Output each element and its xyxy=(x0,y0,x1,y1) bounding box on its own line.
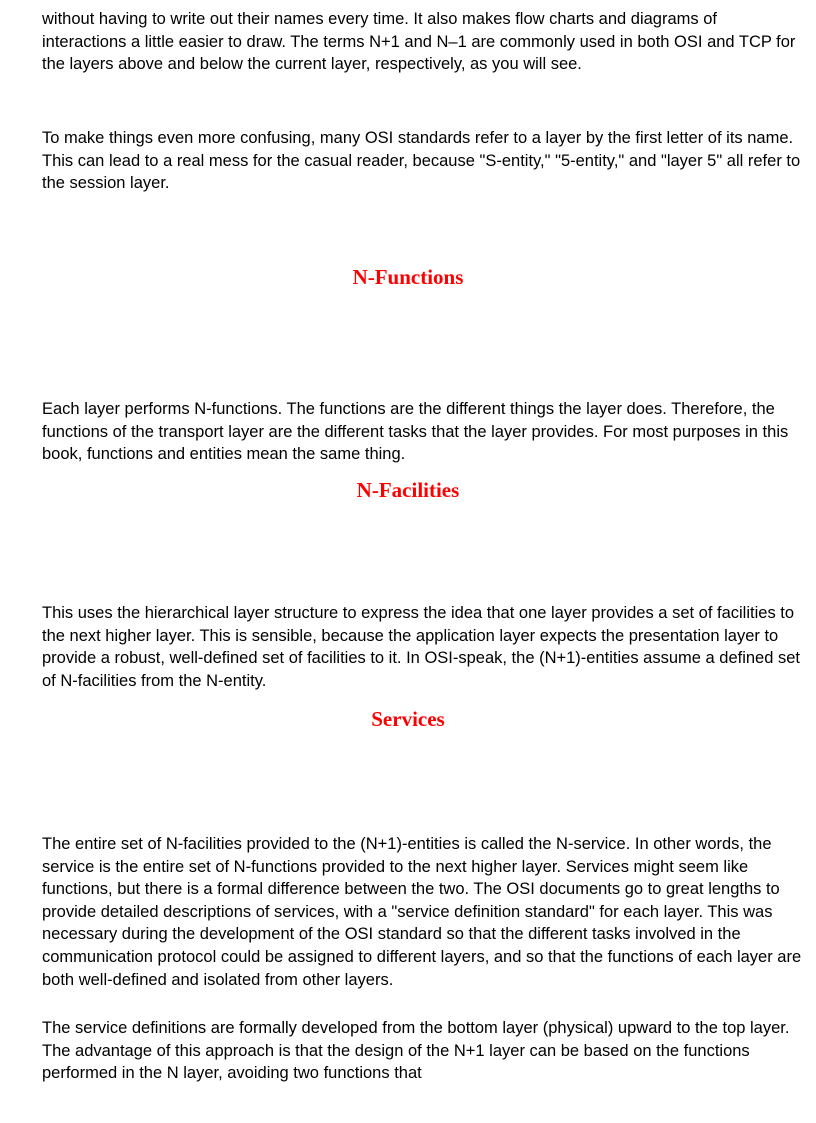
section-heading-n-facilities: N-Facilities xyxy=(356,478,460,502)
paragraph-naming-conventions: without having to write out their names every time. It also makes flow charts and diagrams of interactions a little easier to draw. The terms N+1 and N–1 are commonly used in both OSI and TCP for the layers above and below the current layer, respectively, as you will see. xyxy=(42,10,796,74)
section-heading-services: Services xyxy=(371,707,445,731)
paragraph-n-facilities: This uses the hierarchical layer structure to express the idea that one layer provides a set of facilities to the next higher layer. This is sensible, because the application layer expects the presentation layer to provide a robust, well-defined set of facilities to it. In OSI-speak, the (N+1)-entities assume a defined set of N-facilities from the N-entity. xyxy=(42,604,801,690)
paragraph-layer-letter-naming: To make things even more confusing, many OSI standards refer to a layer by the first letter of its name. This can lead to a real mess for the casual reader, because "S-entity," "5-entity," and "layer 5" all refer to the session layer. xyxy=(42,129,801,193)
paragraph-services: The entire set of N-facilities provided to the (N+1)-entities is called the N-service. In other words, the service is the entire set of N-functions provided to the next higher layer. Services might seem like functions, but there is a formal difference between the two. The OSI documents go to great lengths to provide detailed descriptions of services, with a "service definition standard" for each layer. This was necessary during the development of the OSI standard so that the different tasks involved in the communication protocol could be assigned to different layers, and so that the functions of each layer are both well-defined and isolated from other layers. xyxy=(42,835,802,989)
paragraph-n-functions: Each layer performs N-functions. The functions are the different things the layer does. Therefore, the functions of the transport layer are the different tasks that the layer provides. For most purposes in this book, functions and entities mean the same thing. xyxy=(42,400,789,464)
section-heading-n-functions: N-Functions xyxy=(352,265,464,289)
paragraph-service-definitions: The service definitions are formally developed from the bottom layer (physical) upward to the top layer. The advantage of this approach is that the design of the N+1 layer can be based on the functions performed in the N layer, avoiding two functions that xyxy=(42,1019,790,1083)
